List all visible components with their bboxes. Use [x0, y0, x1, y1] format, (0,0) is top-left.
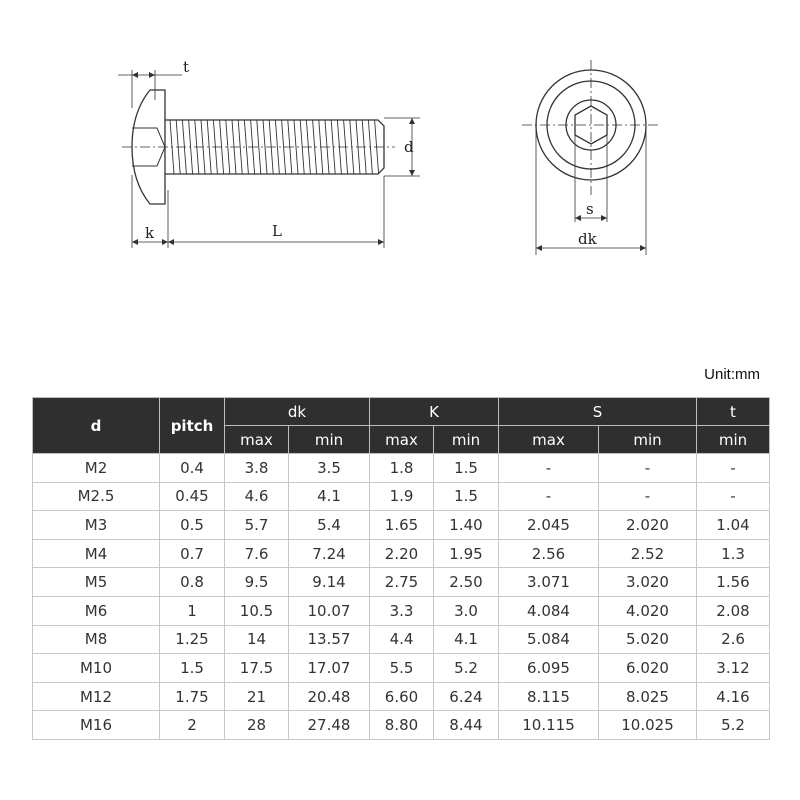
table-cell: 6.24	[434, 682, 499, 711]
table-cell: 8.44	[434, 711, 499, 740]
table-cell: 27.48	[289, 711, 370, 740]
table-cell: 4.16	[697, 682, 770, 711]
table-cell: 1.9	[370, 482, 434, 511]
table-cell: 3.5	[289, 454, 370, 483]
subheader-K-min: min	[434, 426, 499, 454]
table-cell: 14	[225, 625, 289, 654]
table-cell: 4.020	[599, 596, 697, 625]
end-view	[522, 60, 660, 255]
label-s: s	[586, 200, 594, 218]
table-row	[33, 568, 770, 597]
table-cell: 17.5	[225, 654, 289, 683]
header-pitch: pitch	[160, 398, 225, 454]
table-cell: 2.020	[599, 511, 697, 540]
table-cell: 7.24	[289, 539, 370, 568]
subheader-S-max: max	[499, 426, 599, 454]
subheader-dk-min: min	[289, 426, 370, 454]
table-cell: 13.57	[289, 625, 370, 654]
table-cell: 5.020	[599, 625, 697, 654]
table-cell: 8.80	[370, 711, 434, 740]
table-cell: M6	[33, 596, 160, 625]
table-cell: 5.2	[697, 711, 770, 740]
table-cell: 17.07	[289, 654, 370, 683]
table-cell: 4.1	[289, 482, 370, 511]
table-cell: M8	[33, 625, 160, 654]
table-cell: 1.3	[697, 539, 770, 568]
table-cell: 1.25	[160, 625, 225, 654]
table-cell: 1.56	[697, 568, 770, 597]
subheader-K-max: max	[370, 426, 434, 454]
table-cell: 6.60	[370, 682, 434, 711]
table-cell: 9.5	[225, 568, 289, 597]
table-cell: 8.115	[499, 682, 599, 711]
table-row	[33, 711, 770, 740]
table-cell: 10.115	[499, 711, 599, 740]
table-cell: 4.1	[434, 625, 499, 654]
table-row	[33, 654, 770, 683]
table-cell: -	[697, 454, 770, 483]
table-cell: 5.2	[434, 654, 499, 683]
table-cell: 4.4	[370, 625, 434, 654]
table-row	[33, 596, 770, 625]
table-cell: 2.20	[370, 539, 434, 568]
table-cell: M3	[33, 511, 160, 540]
table-cell: 5.7	[225, 511, 289, 540]
table-cell: 10.5	[225, 596, 289, 625]
table-cell: 0.4	[160, 454, 225, 483]
header-K: K	[370, 398, 499, 426]
table-cell: 0.5	[160, 511, 225, 540]
table-cell: 0.45	[160, 482, 225, 511]
table-cell: 21	[225, 682, 289, 711]
subheader-S-min: min	[599, 426, 697, 454]
header-d: d	[33, 398, 160, 454]
table-cell: 1.8	[370, 454, 434, 483]
table-cell: 1.40	[434, 511, 499, 540]
table-cell: 3.0	[434, 596, 499, 625]
table-cell: M5	[33, 568, 160, 597]
table-cell: 2.56	[499, 539, 599, 568]
label-t: t	[183, 58, 190, 76]
table-cell: 2.75	[370, 568, 434, 597]
table-cell: 2	[160, 711, 225, 740]
table-cell: 6.020	[599, 654, 697, 683]
table-cell: M12	[33, 682, 160, 711]
table-cell: 3.020	[599, 568, 697, 597]
table-cell: 1.75	[160, 682, 225, 711]
label-dk: dk	[578, 230, 597, 248]
table-cell: 2.08	[697, 596, 770, 625]
table-cell: 4.084	[499, 596, 599, 625]
table-cell: 1.5	[434, 454, 499, 483]
table-cell: 2.6	[697, 625, 770, 654]
table-cell: 7.6	[225, 539, 289, 568]
table-row	[33, 539, 770, 568]
table-row	[33, 682, 770, 711]
table-row	[33, 625, 770, 654]
table-cell: 9.14	[289, 568, 370, 597]
table-cell: 0.8	[160, 568, 225, 597]
table-cell: 4.6	[225, 482, 289, 511]
table-cell: 10.07	[289, 596, 370, 625]
table-cell: -	[599, 454, 697, 483]
table-row	[33, 454, 770, 483]
table-cell: 1.65	[370, 511, 434, 540]
label-d: d	[404, 138, 414, 156]
table-cell: -	[697, 482, 770, 511]
unit-label: Unit:mm	[704, 366, 760, 383]
side-view	[118, 70, 420, 248]
side-view-arrows	[132, 72, 415, 245]
table-cell: 3.8	[225, 454, 289, 483]
table-cell: M16	[33, 711, 160, 740]
screw-technical-drawing	[0, 0, 800, 340]
header-dk: dk	[225, 398, 370, 426]
table-cell: 5.5	[370, 654, 434, 683]
table-row	[33, 511, 770, 540]
table-cell: M2	[33, 454, 160, 483]
table-cell: 1	[160, 596, 225, 625]
header-t: t	[697, 398, 770, 426]
table-header	[33, 398, 770, 454]
table-cell: 1.04	[697, 511, 770, 540]
table-cell: M4	[33, 539, 160, 568]
table-cell: 10.025	[599, 711, 697, 740]
table-row	[33, 482, 770, 511]
header-S: S	[499, 398, 697, 426]
subheader-t-min: min	[697, 426, 770, 454]
table-cell: -	[499, 482, 599, 511]
table-cell: 5.084	[499, 625, 599, 654]
table-cell: 1.5	[434, 482, 499, 511]
table-cell: 3.3	[370, 596, 434, 625]
table-cell: 3.12	[697, 654, 770, 683]
table-cell: -	[599, 482, 697, 511]
table-cell: 1.95	[434, 539, 499, 568]
table-cell: 5.4	[289, 511, 370, 540]
table-cell: 8.025	[599, 682, 697, 711]
table-cell: 20.48	[289, 682, 370, 711]
table-cell: 2.50	[434, 568, 499, 597]
label-k: k	[145, 224, 155, 242]
table-cell: 3.071	[499, 568, 599, 597]
table-body	[33, 454, 770, 740]
spec-table	[32, 397, 770, 740]
subheader-dk-max: max	[225, 426, 289, 454]
table-cell: M2.5	[33, 482, 160, 511]
table-cell: M10	[33, 654, 160, 683]
label-L: L	[272, 222, 282, 240]
table-cell: 6.095	[499, 654, 599, 683]
table-cell: 1.5	[160, 654, 225, 683]
table-cell: 28	[225, 711, 289, 740]
table-cell: 2.52	[599, 539, 697, 568]
table-cell: 2.045	[499, 511, 599, 540]
table-cell: 0.7	[160, 539, 225, 568]
table-cell: -	[499, 454, 599, 483]
